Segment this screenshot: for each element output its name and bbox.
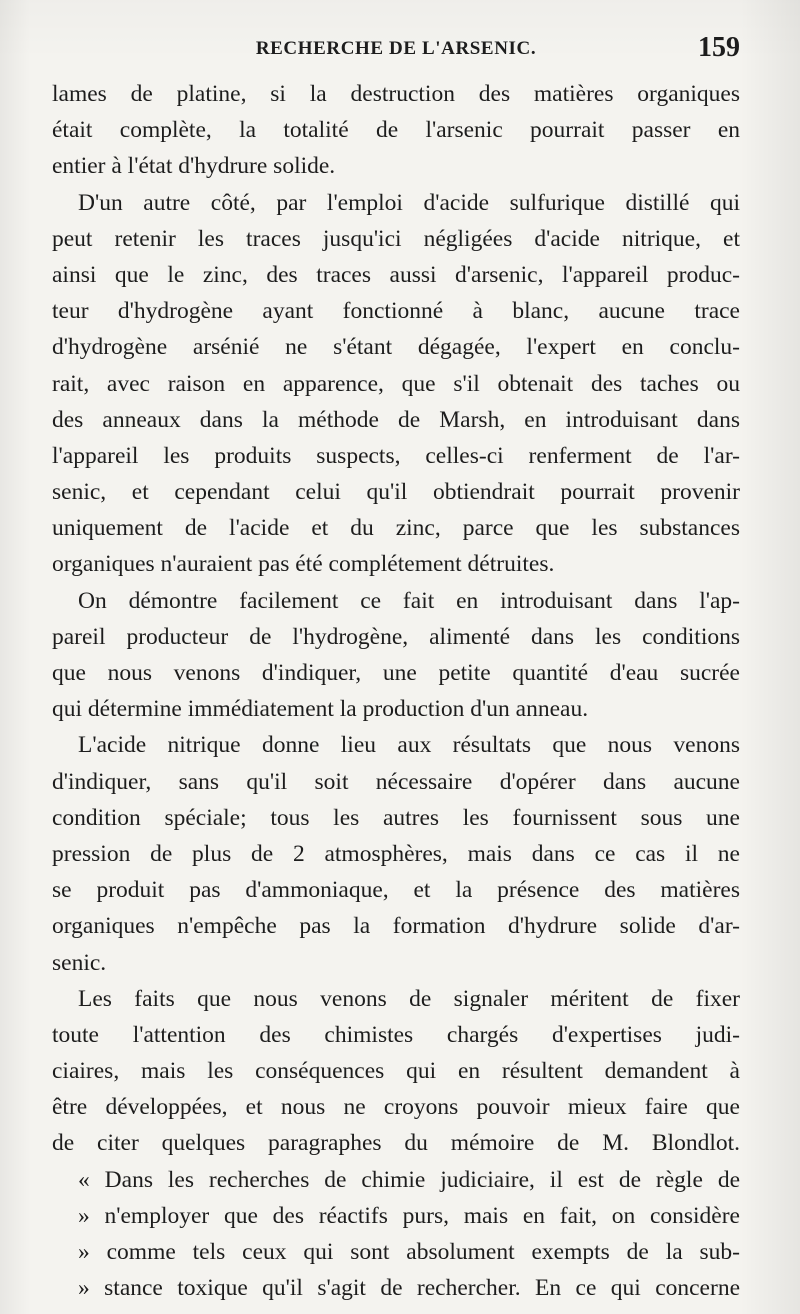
text-line: ciaires, mais les conséquences qui en résultent demandent à xyxy=(52,1058,740,1085)
text-line: Les faits que nous venons de signaler méritent de fixer xyxy=(78,985,740,1012)
text-line: l'appareil les produits suspects, celles-ci renferment de l'ar- xyxy=(52,442,740,469)
text-line: pareil producteur de l'hydrogène, alimenté dans les conditions xyxy=(52,623,740,650)
text-line: qui détermine immédiatement la production d'un anneau. xyxy=(52,696,589,723)
text-line: être développées, et nous ne croyons pouvoir mieux faire que xyxy=(52,1094,740,1121)
text-line: ainsi que le zinc, des traces aussi d'arsenic, l'appareil produc- xyxy=(52,261,740,288)
text-line: des anneaux dans la méthode de Marsh, en introduisant dans xyxy=(52,406,740,433)
page-number: 159 xyxy=(698,32,740,63)
text-line: condition spéciale; tous les autres les fournissent sous une xyxy=(52,804,740,831)
text-line: « Dans les recherches de chimie judiciaire, il est de règle de xyxy=(78,1166,740,1193)
text-line: peut retenir les traces jusqu'ici négligées d'acide nitrique, et xyxy=(52,225,740,252)
text-line: D'un autre côté, par l'emploi d'acide sulfurique distillé qui xyxy=(78,189,740,216)
text-line: d'indiquer, sans qu'il soit nécessaire d'opérer dans aucune xyxy=(52,768,740,795)
page-edge-shadow xyxy=(740,0,800,1314)
body-text xyxy=(52,76,740,1306)
text-line: se produit pas d'ammoniaque, et la présence des matières xyxy=(52,877,740,904)
text-line: senic, et cependant celui qu'il obtiendrait pourrait provenir xyxy=(52,479,740,506)
text-line: L'acide nitrique donne lieu aux résultats que nous venons xyxy=(78,732,740,759)
text-line: uniquement de l'acide et du zinc, parce que les substances xyxy=(52,515,740,542)
text-line: » n'employer que des réactifs purs, mais en fait, on considère xyxy=(78,1202,740,1229)
text-line: senic. xyxy=(52,949,107,976)
page-header xyxy=(52,32,740,66)
text-line: organiques n'empêche pas la formation d'hydrure solide d'ar- xyxy=(52,913,740,940)
text-line: organiques n'auraient pas été complétement détruites. xyxy=(52,551,555,578)
text-line: » stance toxique qu'il s'agit de rechercher. En ce qui concerne xyxy=(78,1275,740,1302)
text-line: lames de platine, si la destruction des matières organiques xyxy=(52,81,740,107)
text-line: teur d'hydrogène ayant fonctionné à blanc, aucune trace xyxy=(52,298,740,325)
running-head: RECHERCHE DE L'ARSENIC. xyxy=(255,38,537,59)
text-line: que nous venons d'indiquer, une petite quantité d'eau sucrée xyxy=(52,660,740,686)
text-line: rait, avec raison en apparence, que s'il obtenait des taches ou xyxy=(52,370,740,397)
text-line: d'hydrogène arsénié ne s'étant dégagée, l'expert en conclu- xyxy=(52,334,740,361)
text-line: était complète, la totalité de l'arsenic pourrait passer en xyxy=(52,117,740,144)
text-line: On démontre facilement ce fait en introduisant dans l'ap- xyxy=(78,587,740,614)
text-line: de citer quelques paragraphes du mémoire de M. Blondlot. xyxy=(52,1130,740,1157)
text-line: entier à l'état d'hydrure solide. xyxy=(52,153,336,180)
text-line: » comme tels ceux qui sont absolument exempts de la sub- xyxy=(78,1239,740,1265)
text-line: toute l'attention des chimistes chargés d'expertises judi- xyxy=(52,1021,740,1048)
text-line: pression de plus de 2 atmosphères, mais dans ce cas il ne xyxy=(52,840,740,867)
